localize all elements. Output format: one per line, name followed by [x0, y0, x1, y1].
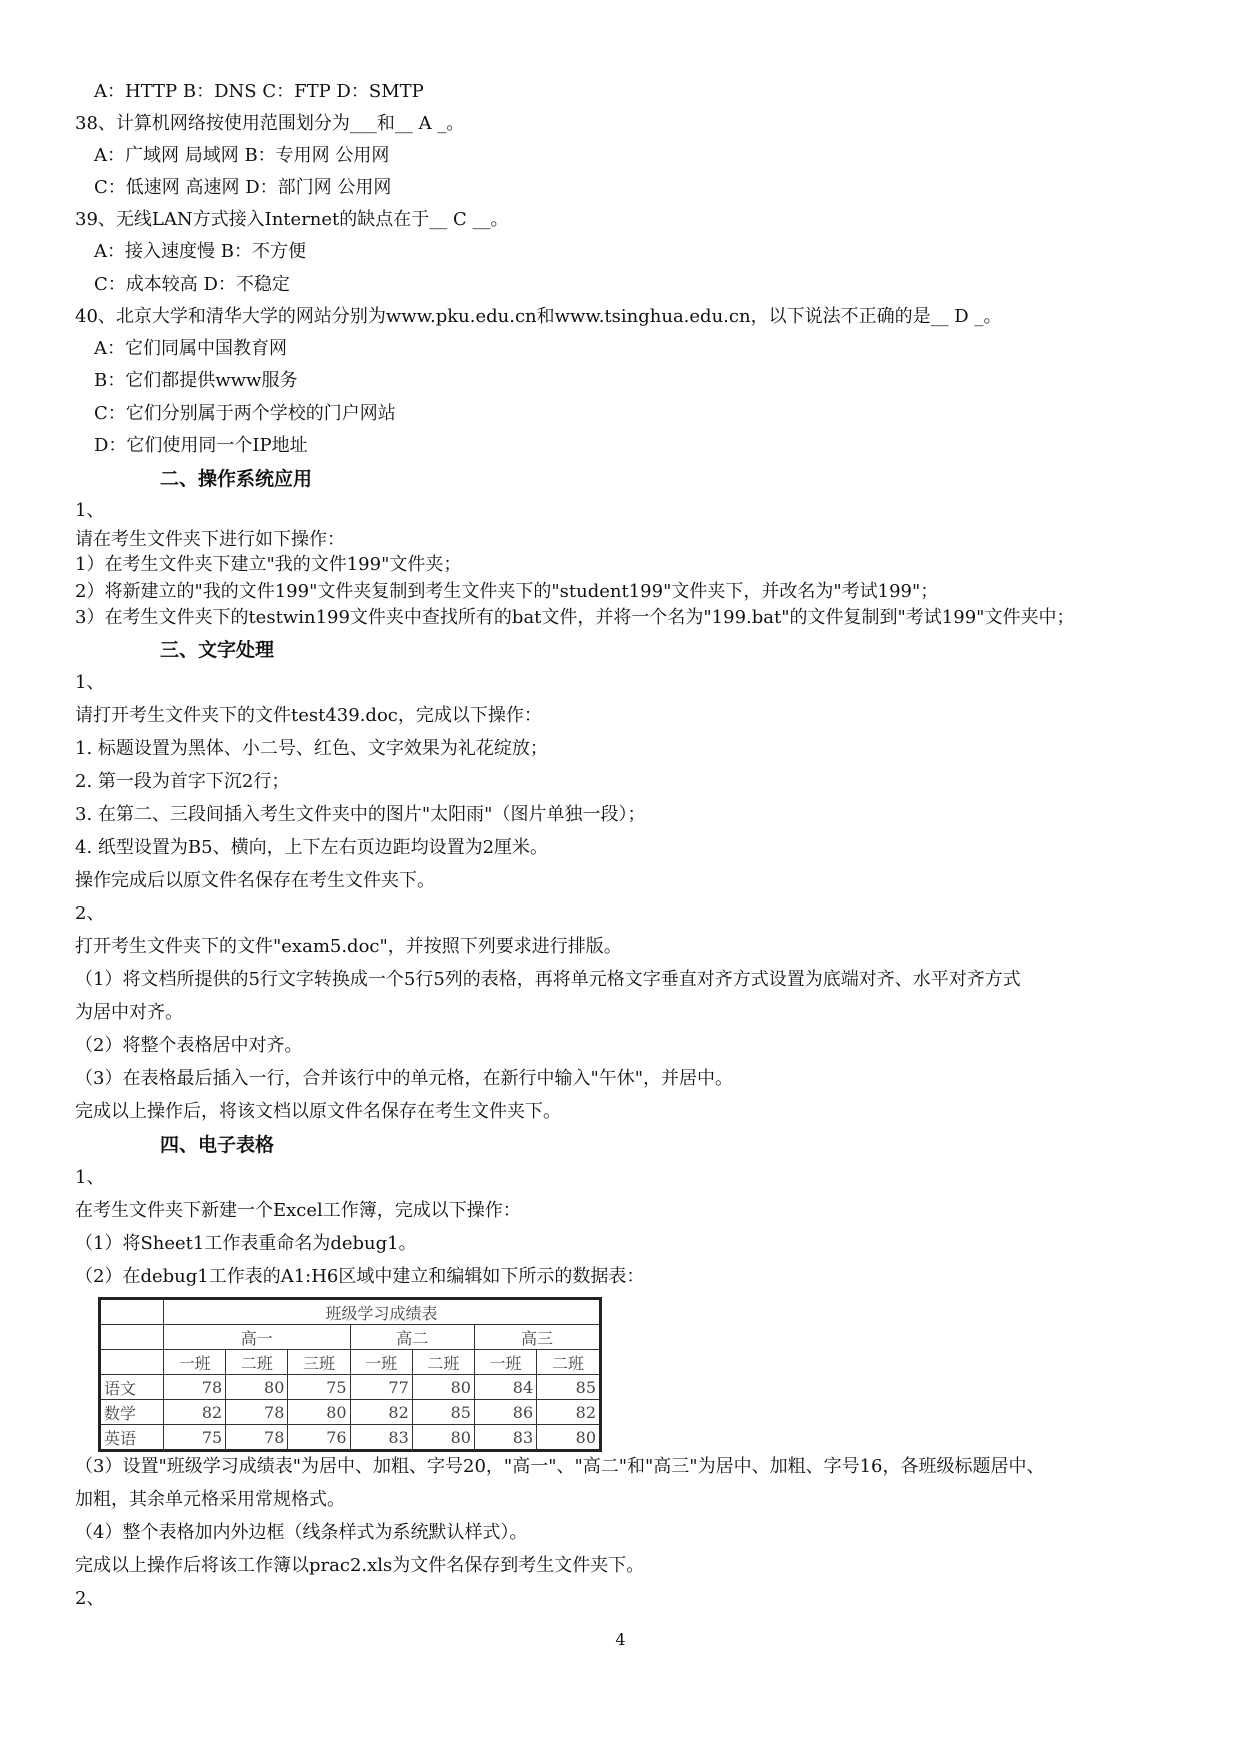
instruction-line: 操作完成后以原文件名保存在考生文件夹下。	[75, 870, 435, 891]
score-cell: 75	[288, 1375, 350, 1400]
score-cell: 84	[474, 1375, 536, 1400]
score-cell: 78	[226, 1425, 288, 1451]
score-cell: 82	[537, 1400, 601, 1425]
instruction-line: （2）在debug1工作表的A1:H6区域中建立和编辑如下所示的数据表：	[75, 1266, 645, 1287]
instruction-line: （4）整个表格加内外边框（线条样式为系统默认样式）。	[75, 1522, 528, 1543]
section-heading-os: 二、操作系统应用	[160, 468, 313, 490]
table-row	[100, 1375, 601, 1400]
class-header: 一班	[164, 1350, 226, 1375]
instruction-line: 请打开考生文件夹下的文件test439.doc，完成以下操作：	[75, 705, 542, 726]
instruction-line: 为居中对齐。	[75, 1002, 183, 1023]
instruction-line: 1）在考生文件夹下建立"我的文件199"文件夹；	[75, 554, 462, 575]
item-number: 1、	[75, 1167, 105, 1188]
table-empty-cell	[100, 1325, 164, 1350]
section-heading-word: 三、文字处理	[160, 639, 275, 661]
question-38: 38、计算机网络按使用范围划分为___和__ A _。	[75, 113, 465, 134]
instruction-line: （3）设置"班级学习成绩表"为居中、加粗、字号20，"高一"、"高二"和"高三"为居中、加粗、字号16，各班级标题居中、	[75, 1456, 1045, 1477]
score-cell: 82	[350, 1400, 412, 1425]
class-header: 一班	[474, 1350, 536, 1375]
score-cell: 85	[412, 1400, 474, 1425]
instruction-line: 加粗，其余单元格采用常规格式。	[75, 1489, 345, 1510]
score-cell: 78	[164, 1375, 226, 1400]
class-header: 二班	[226, 1350, 288, 1375]
instruction-line: 2. 第一段为首字下沉2行；	[75, 771, 290, 792]
instruction-line: 2）将新建立的"我的文件199"文件夹复制到考生文件夹下的"student199"文件夹下，并改名为"考试199"；	[75, 581, 939, 602]
instruction-line: 完成以上操作后，将该文档以原文件名保存在考生文件夹下。	[75, 1101, 561, 1122]
table-row	[100, 1425, 601, 1451]
option-line: C：成本较高 D：不稳定	[94, 274, 290, 295]
subject-cell: 语文	[100, 1375, 164, 1400]
question-40: 40、北京大学和清华大学的网站分别为www.pku.edu.cn和www.tsinghua.edu.cn，以下说法不正确的是__ D _。	[75, 306, 1002, 327]
instruction-line: 3. 在第二、三段间插入考生文件夹中的图片"太阳雨"（图片单独一段）；	[75, 804, 646, 825]
item-number: 1、	[75, 500, 105, 521]
instruction-line: （1）将Sheet1工作表重命名为debug1。	[75, 1233, 417, 1254]
score-cell: 83	[474, 1425, 536, 1451]
section-heading-excel: 四、电子表格	[160, 1134, 275, 1156]
score-cell: 75	[164, 1425, 226, 1451]
class-header: 一班	[350, 1350, 412, 1375]
class-header: 二班	[412, 1350, 474, 1375]
instruction-line: 打开考生文件夹下的文件"exam5.doc"，并按照下列要求进行排版。	[75, 936, 622, 957]
option-line: A：HTTP B：DNS C：FTP D：SMTP	[94, 81, 424, 102]
score-cell: 76	[288, 1425, 350, 1451]
option-line: C：低速网 高速网 D：部门网 公用网	[94, 177, 392, 198]
instruction-line: （3）在表格最后插入一行，合并该行中的单元格，在新行中输入"午休"，并居中。	[75, 1068, 734, 1089]
instruction-line: 在考生文件夹下新建一个Excel工作簿，完成以下操作：	[75, 1200, 521, 1221]
score-cell: 80	[412, 1375, 474, 1400]
grade-header: 高三	[474, 1325, 600, 1350]
score-cell: 85	[537, 1375, 601, 1400]
subject-cell: 英语	[100, 1425, 164, 1451]
class-header: 二班	[537, 1350, 601, 1375]
grades-table	[98, 1297, 602, 1452]
table-empty-cell	[100, 1350, 164, 1375]
instruction-line: 完成以上操作后将该工作簿以prac2.xls为文件名保存到考生文件夹下。	[75, 1555, 645, 1576]
table-title: 班级学习成绩表	[164, 1299, 601, 1325]
score-cell: 80	[537, 1425, 601, 1451]
instruction-line: 请在考生文件夹下进行如下操作：	[75, 529, 345, 550]
page-number: 4	[615, 1630, 626, 1649]
option-line: A：它们同属中国教育网	[94, 338, 287, 359]
score-cell: 86	[474, 1400, 536, 1425]
score-cell: 80	[288, 1400, 350, 1425]
grade-header: 高二	[350, 1325, 474, 1350]
score-cell: 78	[226, 1400, 288, 1425]
subject-cell: 数学	[100, 1400, 164, 1425]
option-line: D：它们使用同一个IP地址	[94, 435, 308, 456]
option-line: A：接入速度慢 B：不方便	[94, 241, 306, 262]
option-line: A：广域网 局域网 B：专用网 公用网	[94, 145, 390, 166]
score-cell: 80	[226, 1375, 288, 1400]
instruction-line: 1. 标题设置为黑体、小二号、红色、文字效果为礼花绽放；	[75, 738, 548, 759]
instruction-line: 4. 纸型设置为B5、横向，上下左右页边距均设置为2厘米。	[75, 837, 549, 858]
item-number: 2、	[75, 903, 105, 924]
instruction-line: 3）在考生文件夹下的testwin199文件夹中查找所有的bat文件，并将一个名为"199.bat"的文件复制到"考试199"文件夹中；	[75, 607, 1075, 628]
item-number: 1、	[75, 672, 105, 693]
score-cell: 83	[350, 1425, 412, 1451]
table-corner-cell	[100, 1299, 164, 1325]
score-cell: 82	[164, 1400, 226, 1425]
table-row	[100, 1400, 601, 1425]
class-header: 三班	[288, 1350, 350, 1375]
score-cell: 80	[412, 1425, 474, 1451]
option-line: C：它们分别属于两个学校的门户网站	[94, 403, 396, 424]
option-line: B：它们都提供www服务	[94, 370, 298, 391]
question-39: 39、无线LAN方式接入Internet的缺点在于__ C __。	[75, 209, 509, 230]
instruction-line: （1）将文档所提供的5行文字转换成一个5行5列的表格，再将单元格文字垂直对齐方式设置为底端对齐、水平对齐方式	[75, 969, 1021, 990]
item-number: 2、	[75, 1588, 105, 1609]
instruction-line: （2）将整个表格居中对齐。	[75, 1035, 303, 1056]
grade-header: 高一	[164, 1325, 351, 1350]
score-cell: 77	[350, 1375, 412, 1400]
